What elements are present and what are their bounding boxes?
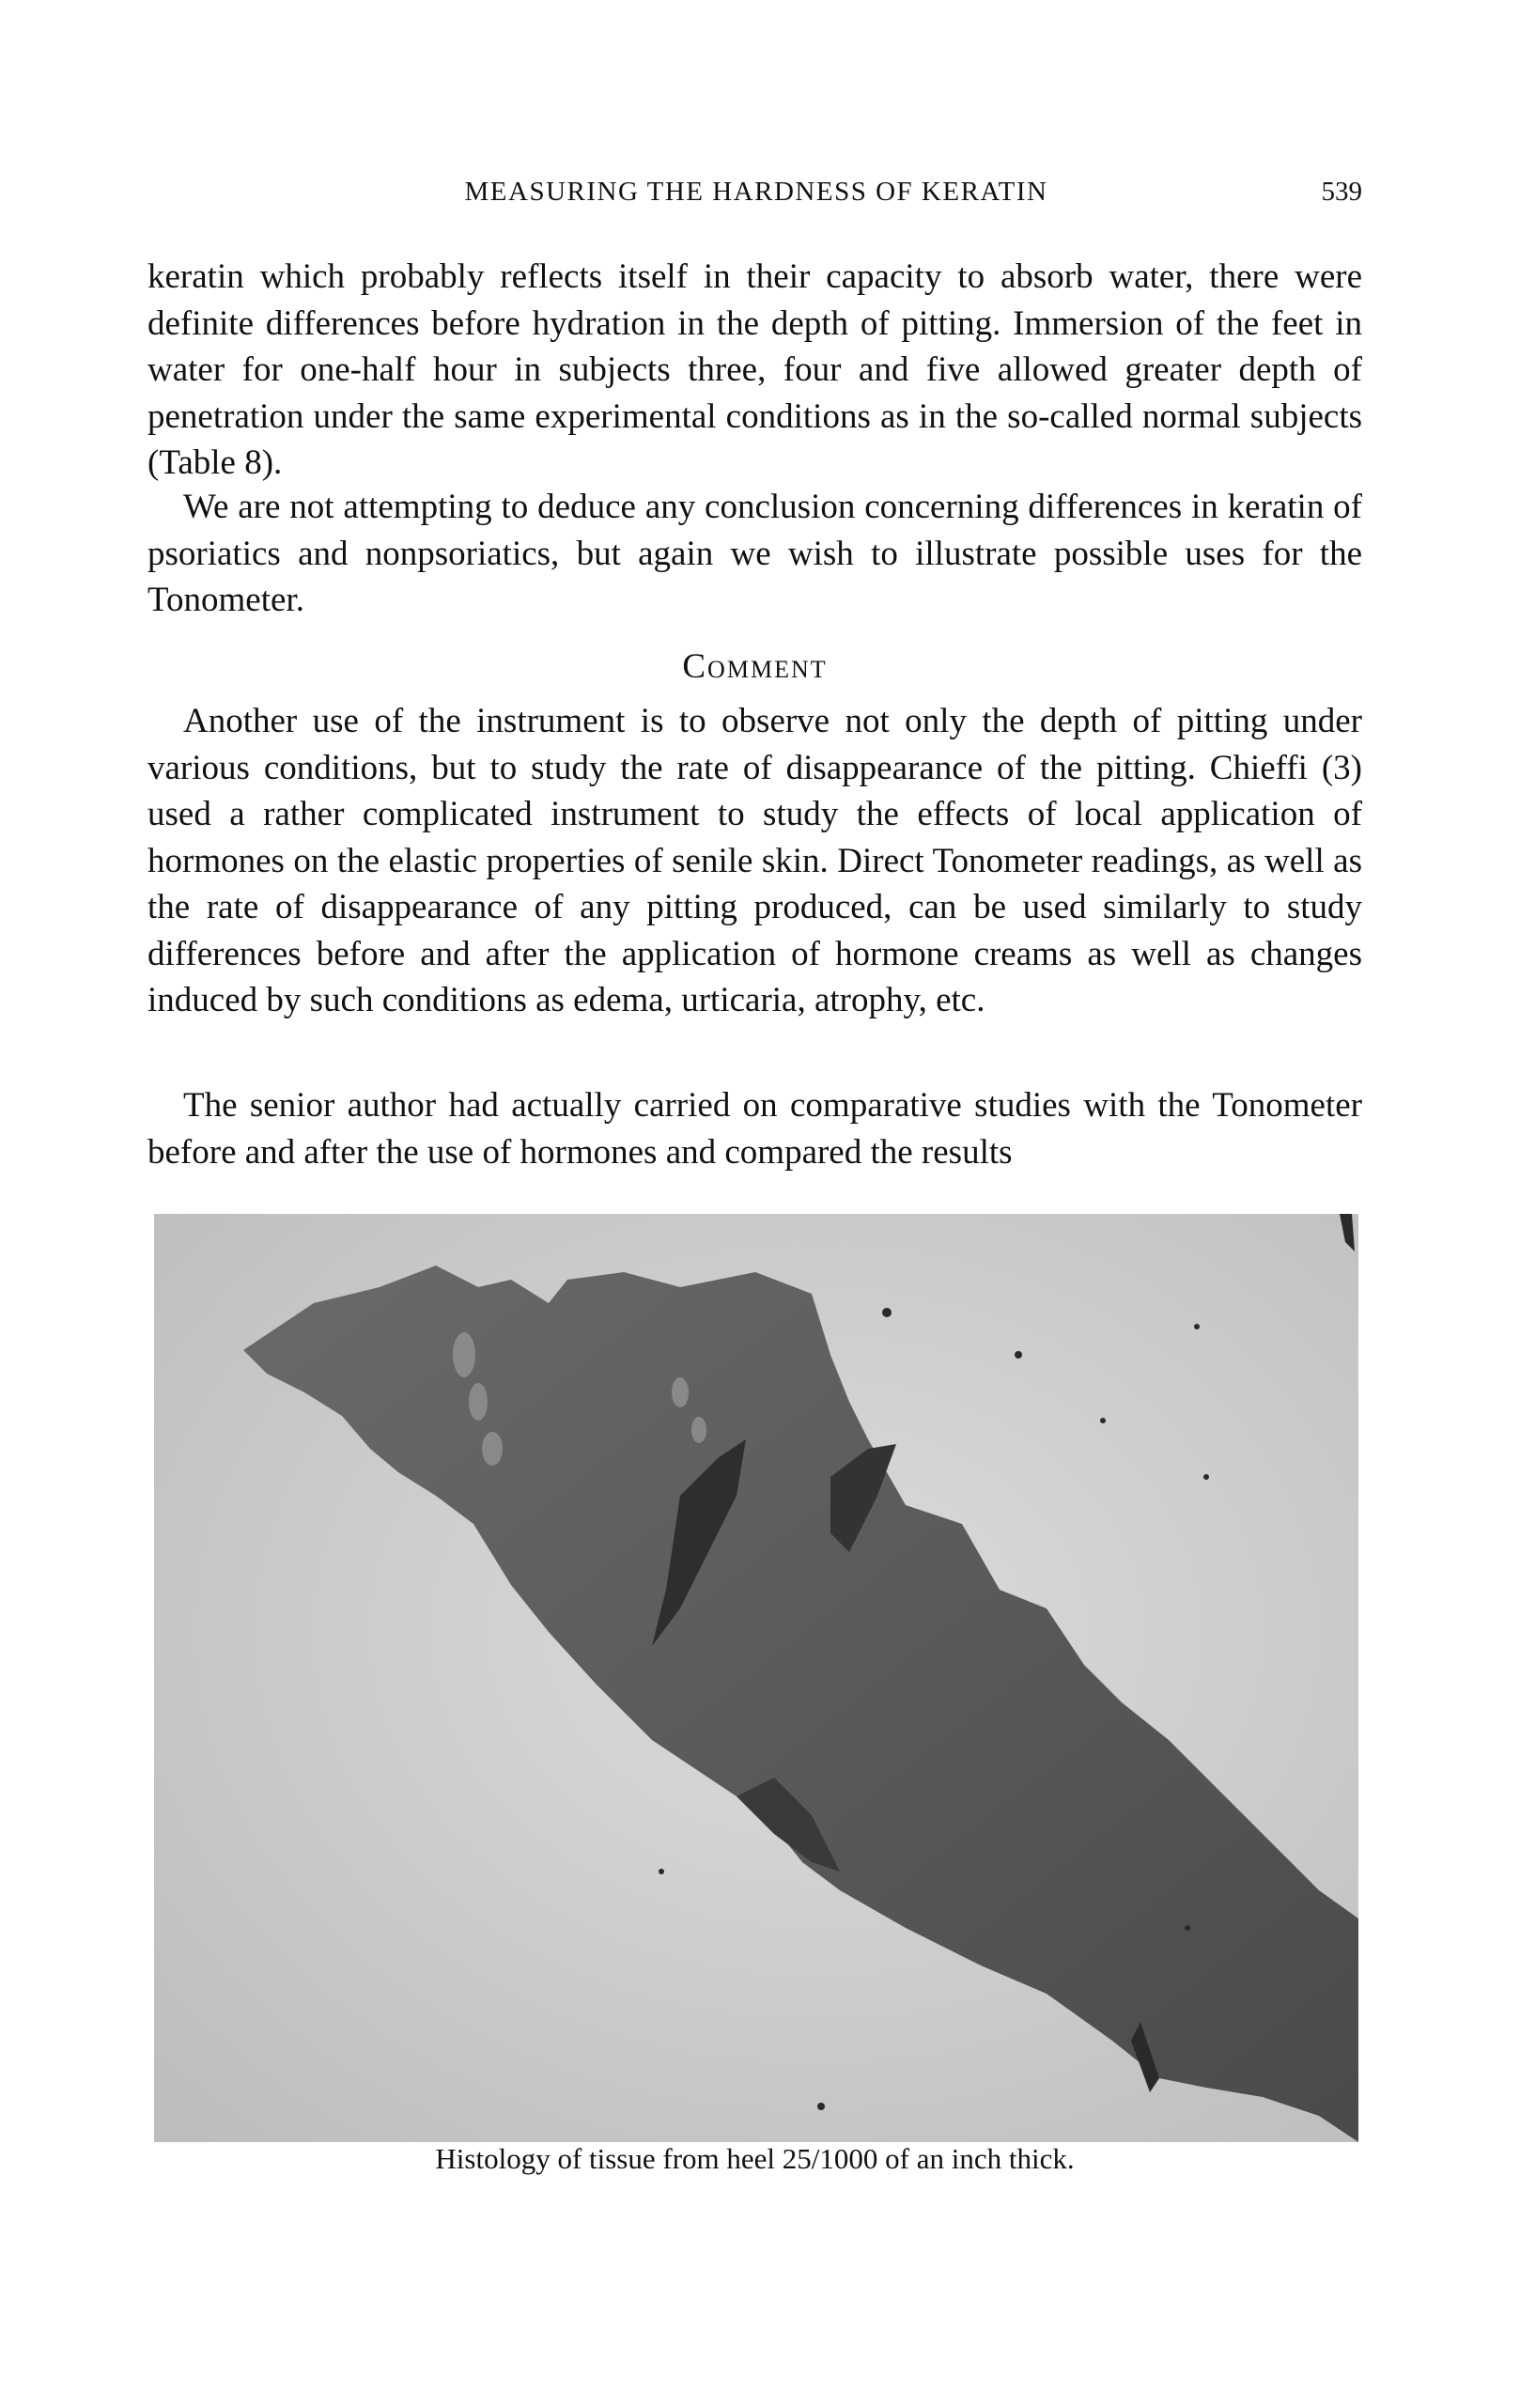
histology-photograph	[154, 1214, 1358, 2142]
section-heading-comment: Comment	[682, 647, 828, 686]
running-title: MEASURING THE HARDNESS OF KERATIN	[464, 177, 1048, 207]
histology-image	[154, 1214, 1358, 2142]
paragraph-psoriatics: We are not attempting to deduce any conclusion concerning differences in keratin of psoriatics and nonpsoriatics, but again we wish to illustrate possible uses for the Tonometer.	[147, 488, 1362, 619]
paragraph-instrument-use: Another use of the instrument is to observe not only the depth of pitting under various conditions, but to study the rate of disappearance of the pitting. Chieffi (3) used a rather complicated instrument to study the effects of local application of hormones on the elastic properties of senile skin. Direct Tonometer readings, as well as the rate of disappearance of any pitting produced, can be used similarly to study differences before and after the application of hormone creams as well as changes induced by such conditions as edema, urticaria, atrophy, etc.	[147, 702, 1362, 1019]
paragraph-senior-author: The senior author had actually carried on comparative studies with the Tonometer before and after the use of hormones and compared the results	[147, 1086, 1362, 1172]
page-number: 539	[1321, 177, 1362, 207]
figure-caption: Histology of tissue from heel 25/1000 of an inch thick.	[435, 2142, 1075, 2175]
paragraph-keratin-hydration: keratin which probably reflects itself in their capacity to absorb water, there were definite differences before hydration in the depth of pitting. Immersion of the feet in water for one-half hour in subjects three, four and five allowed greater depth of penetration under the same experimental conditions as in the so-called normal subjects (Table 8).	[147, 257, 1362, 482]
running-head	[150, 177, 1362, 214]
